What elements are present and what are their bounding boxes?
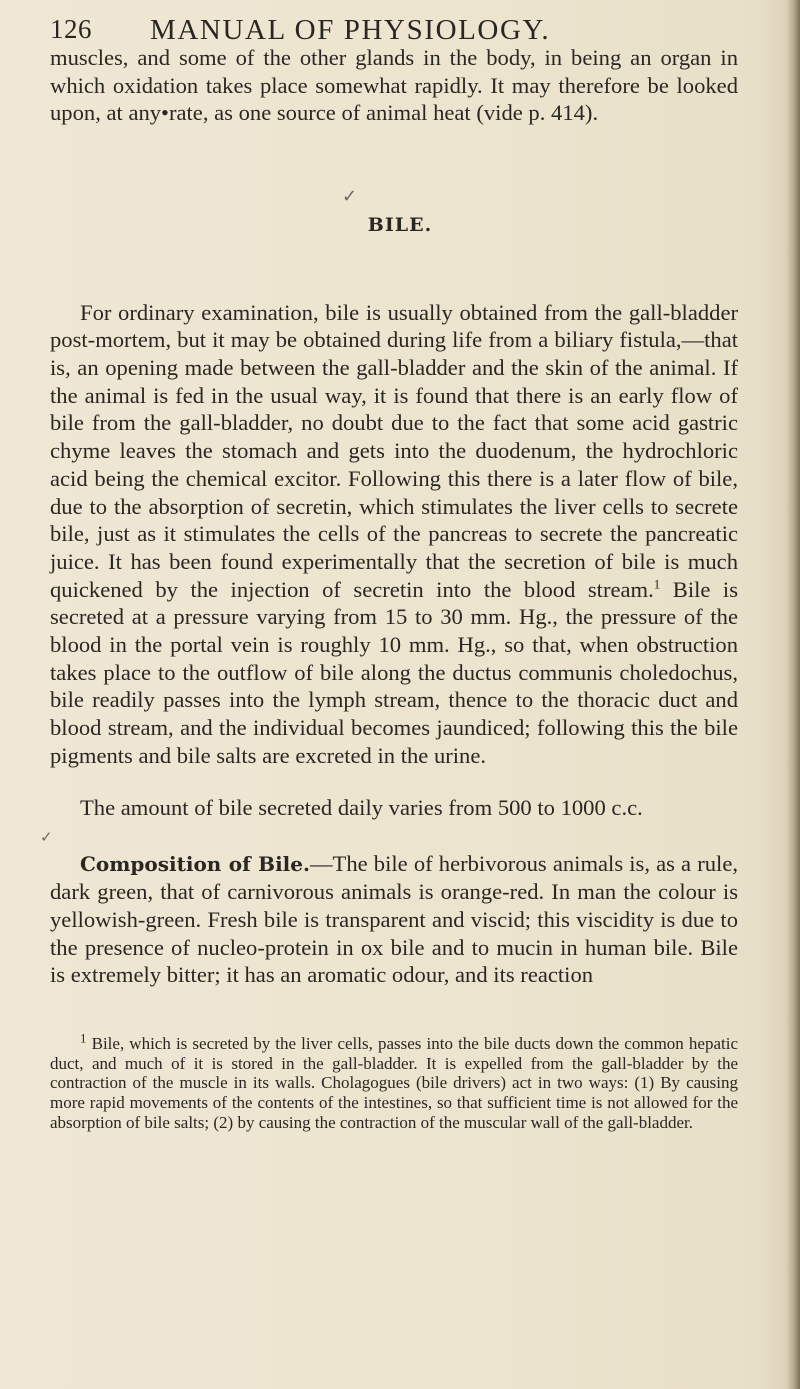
composition-paragraph — [50, 827, 738, 1012]
amount-text: The amount of bile secreted daily varies from 500 to 1000 c.c. — [80, 794, 643, 820]
pencil-check-mark-icon: ✓ — [342, 186, 358, 207]
section-heading: BILE. — [367, 214, 433, 236]
composition-body: —The bile of herbivorous animals is, as a rule, dark green, that of carnivorous animals is orange-red. In man the colour is yellowish-green. Fresh bile is transparent and viscid; this viscidity is due to the presence of nucleo-protein in ox bile and to mucin in human bile. Bile is extremely bitter; it has an aromatic odour, and its reaction — [50, 850, 738, 988]
intro-paragraph — [50, 44, 738, 127]
composition-text — [50, 850, 738, 990]
page-edge-shadow — [786, 0, 800, 1389]
page-number: 126 — [50, 14, 92, 44]
intro-text: muscles, and some of the other glands in the body, in being an organ in which oxidation takes place somewhat rapidly. It may therefore be looked upon, at any•rate, as one source of animal heat (vide p. 414). — [50, 45, 738, 126]
bile-text-part1: For ordinary examination, bile is usually obtained from the gall-bladder post-mortem, but it may be obtained during life from a biliary fistula,—that is, an opening made between the gall-bladder and the skin of the animal. If the animal is fed in the usual way, it is found that there is an early flow of bile from the gall-bladder, no doubt due to the fact that some acid gastric chyme leaves the stomach and gets into the duodenum, the hydrochloric acid being the chemical excitor. Following this there is a later flow of bile, due to the absorption of secretin, which stimulates the liver cells to secrete bile, just as it stimulates the cells of the pancreas to secrete the pancreatic juice. It has been found experimentally that the secretion of bile is much quickened by the injection of secretin into the blood stream. — [50, 299, 738, 602]
pencil-check-mark-icon-2: ✓ — [40, 828, 53, 846]
composition-heading: Composition of Bile. — [80, 851, 310, 876]
bile-paragraph — [50, 276, 738, 792]
running-head: MANUAL OF PHYSIOLOGY. — [150, 14, 551, 46]
bile-paragraph-text — [50, 299, 738, 770]
footnote-reference: 1 — [653, 576, 661, 592]
footnote-text: Bile, which is secreted by the liver cells, passes into the bile ducts down the common hepatic duct, and much of it is stored in the gall-bladder. It is expelled from the gall-bladder by the contraction of the muscle in its walls. Cholagogues (bile drivers) act in two ways: (1) By causing more rapid movements of the contents of the intestines, so that sufficient time is not allowed for the absorption of bile salts; (2) by causing the contraction of the muscular wall of the gall-bladder. — [50, 1034, 738, 1132]
bile-text-part2: Bile is secreted at a pressure varying from 15 to 30 mm. Hg., the pressure of the blood in the portal vein is roughly 10 mm. Hg., so that, when obstruction takes place to the outflow of bile along the ductus communis choledochus, bile readily passes into the lymph stream, thence to the thoracic duct and blood stream, and the individual becomes jaundiced; following this the bile pigments and bile salts are excreted in the urine. — [50, 576, 738, 768]
footnote-marker: 1 — [80, 1030, 87, 1046]
footnote — [50, 1030, 738, 1133]
